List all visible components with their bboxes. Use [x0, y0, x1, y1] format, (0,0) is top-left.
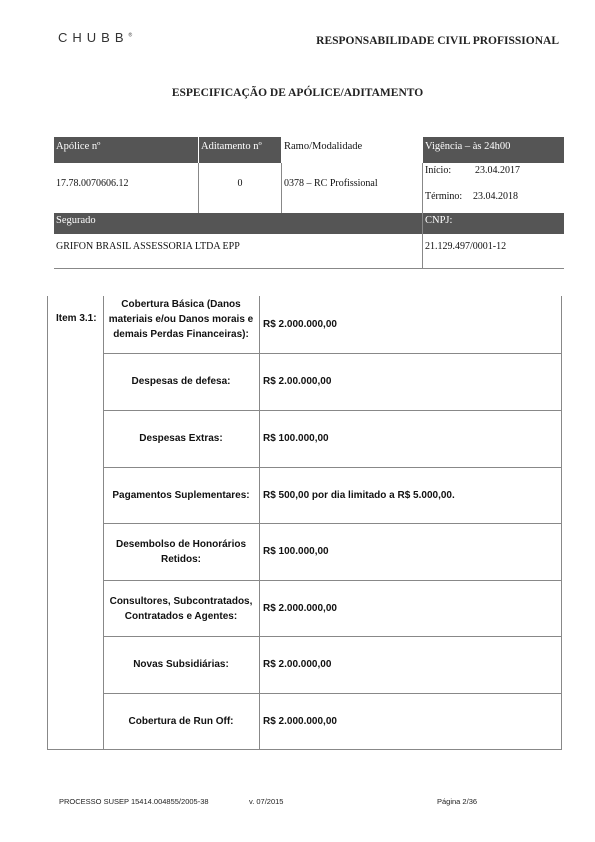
coverage-row: [103, 523, 562, 580]
document-type-header: RESPONSABILIDADE CIVIL PROFISSIONAL: [316, 35, 559, 47]
footer-version: v. 07/2015: [249, 797, 284, 806]
item-label: Item 3.1:: [56, 313, 97, 324]
page-title: ESPECIFICAÇÃO DE APÓLICE/ADITAMENTO: [171, 87, 424, 99]
coverage-value: R$ 2.00.000,00: [263, 376, 332, 387]
end-date: 23.04.2018: [473, 191, 518, 202]
coverage-value: R$ 2.00.000,00: [263, 659, 332, 670]
divider: [422, 163, 423, 269]
coverage-row: [103, 410, 562, 467]
coverage-label: Despesas Extras:: [139, 433, 223, 444]
header-ramo: Ramo/Modalidade: [282, 137, 422, 163]
coverage-label: Novas Subsidiárias:: [133, 659, 229, 670]
coverage-label: Despesas de defesa:: [131, 376, 231, 387]
policy-summary-table: [54, 137, 564, 269]
header-vigencia: Vigência – às 24h00: [423, 137, 564, 163]
line-of-business: 0378 – RC Profissional: [284, 178, 378, 189]
header-apolice: Apólice nº: [54, 137, 198, 163]
coverage-value: R$ 2.000.000,00: [263, 716, 337, 727]
coverage-value: R$ 2.000.000,00: [263, 319, 337, 330]
policy-number: 17.78.0070606.12: [56, 178, 129, 189]
coverage-label: Cobertura de Run Off:: [128, 716, 234, 727]
coverage-row: [103, 693, 562, 750]
coverage-value: R$ 100.000,00: [263, 433, 329, 444]
divider: [47, 296, 48, 750]
start-date: 23.04.2017: [475, 165, 520, 176]
footer-process: PROCESSO SUSEP 15414.004855/2005-38: [59, 797, 209, 806]
coverage-label: Desembolso de Honorários Retidos:: [115, 538, 247, 565]
coverage-label: Cobertura Básica (Danos materiais e/ou Danos morais e demais Perdas Financeiras):: [108, 299, 254, 340]
coverage-label: Pagamentos Suplementares:: [112, 490, 250, 501]
header-aditamento: Aditamento nº: [199, 137, 281, 163]
coverage-row: [103, 296, 562, 353]
header-segurado: Segurado: [54, 213, 422, 234]
coverage-row: [103, 353, 562, 410]
footer-page: Página 2/36: [437, 797, 478, 806]
end-label: Término:: [425, 191, 463, 202]
insured-name: GRIFON BRASIL ASSESSORIA LTDA EPP: [56, 241, 240, 252]
insured-cnpj: 21.129.497/0001-12: [425, 241, 507, 252]
coverage-label: Consultores, Subcontratados, Contratados e Agentes:: [109, 595, 253, 622]
start-label: Início:: [425, 165, 452, 176]
header-cnpj: CNPJ:: [423, 213, 564, 234]
coverage-value: R$ 500,00 por dia limitado a R$ 5.000,00.: [263, 490, 455, 501]
divider: [281, 163, 282, 213]
coverage-row: [103, 467, 562, 524]
coverage-table: [47, 296, 562, 750]
divider: [54, 268, 564, 269]
endorsement-number: 0: [237, 178, 243, 189]
coverage-row: [103, 580, 562, 637]
divider: [198, 163, 199, 213]
coverage-row: [103, 636, 562, 693]
coverage-value: R$ 2.000.000,00: [263, 603, 337, 614]
coverage-value: R$ 100.000,00: [263, 546, 329, 557]
chubb-logo: CHUBB®: [58, 30, 133, 45]
